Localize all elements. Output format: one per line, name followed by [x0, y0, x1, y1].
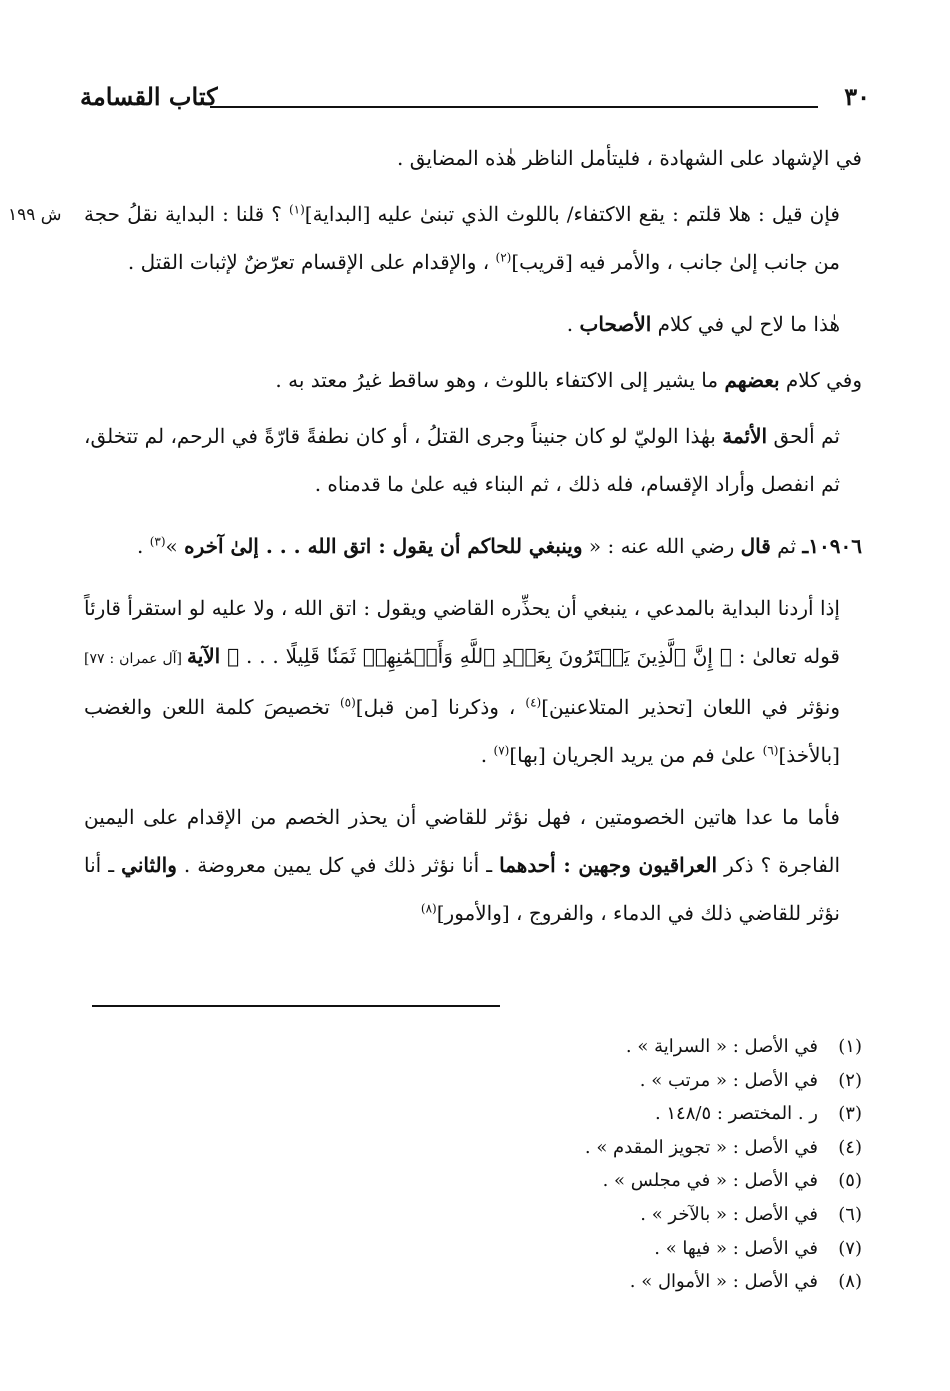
footnote-item [84, 1030, 862, 1064]
text-run: بهٰذا الوليّ لو كان جنيناً وجرى القتلُ ، أو كان نطفةً قارّةً في الرحم، لم تتخلق، ثم انفصل وأراد الإقسام، فله ذلك ، ثم البناء فيه علىٰ ما قدمناه . [84, 424, 840, 496]
footnote-text: ر . المختصر : ١٤٨/٥ . [654, 1103, 818, 1125]
footnote-item [84, 1232, 862, 1266]
text-run: ـ أنا نؤثر ذلك في كل يمين معروضة . [176, 853, 500, 877]
text-run: رضي الله عنه : « [582, 534, 741, 558]
paragraph-8 [84, 793, 862, 937]
book-title: كتاب القسامة [80, 82, 218, 111]
header-rule [210, 106, 818, 108]
footnotes-list [84, 1030, 862, 1299]
text-run: ـ أنا نؤثر للقاضي ذلك في الدماء ، والفروج ، [والأمور] [84, 853, 840, 925]
bold-term: الأئمة [722, 424, 768, 448]
footnote-ref-4[interactable]: (٤) [525, 695, 542, 710]
footnote-ref-7[interactable]: (٧) [493, 743, 510, 758]
paragraph-2 [84, 190, 862, 286]
section-number: ١٠٩٠٦ـ [802, 534, 862, 558]
footnote-text: في الأصل : « في مجلس » . [602, 1170, 818, 1192]
text-run: . [480, 743, 494, 767]
bold-term: الأصحاب [579, 312, 652, 336]
footnote-number: (٢) [838, 1069, 862, 1091]
bold-term: الآية [186, 644, 221, 668]
footnote-item [84, 1064, 862, 1098]
text-run: فأما ما عدا هاتين الخصومتين ، فهل نؤثر للقاضي أن يحذر الخصم من الإقدام على اليمين الفاجرة ؟ ذكر [84, 805, 841, 877]
text-run: علىٰ فم من يريد الجريان [بها] [509, 743, 763, 767]
footnote-text: في الأصل : « فيها » . [654, 1237, 818, 1259]
footnote-separator [92, 1005, 500, 1007]
page-number: ٣٠ [844, 82, 870, 111]
paragraph-4 [84, 356, 862, 404]
text-run: هٰذا ما لاح لي في كلام [651, 312, 840, 336]
footnote-item [84, 1265, 862, 1299]
footnote-ref-8[interactable]: (٨) [420, 901, 437, 916]
paragraph-1 [84, 134, 862, 182]
margin-page-reference: ش ١٩٩ [8, 205, 62, 225]
text-run: ، وذكرنا [من قبل] [355, 695, 526, 719]
footnote-ref-1[interactable]: (١) [288, 202, 305, 217]
footnote-item [84, 1164, 862, 1198]
footnote-ref-5[interactable]: (٥) [339, 695, 356, 710]
footnote-ref-6[interactable]: (٦) [762, 743, 779, 758]
main-text [84, 134, 862, 951]
page-header [80, 82, 870, 114]
footnote-number: (٣) [838, 1103, 862, 1125]
text-run: ؟ قلنا : البداية نقلُ حجة من جانب إلىٰ جانب ، والأمر فيه [قريب] [84, 202, 840, 274]
footnote-item [84, 1097, 862, 1131]
bold-term: والثاني [121, 853, 177, 877]
text-run: فإن قيل : هلا قلتم : يقع الاكتفاء/ باللوث الذي تبنىٰ عليه [البداية] [304, 202, 840, 226]
text-run: . [137, 534, 150, 558]
bold-term: العراقيون وجهين : أحدهما [499, 853, 718, 877]
text-run: ثم [770, 534, 803, 558]
text-run: ثم ألحق [767, 424, 840, 448]
text-run: وفي كلام [779, 368, 862, 392]
footnote-item [84, 1131, 862, 1165]
footnote-text: في الأصل : « تجويز المقدم » . [584, 1136, 818, 1158]
footnote-number: (٥) [838, 1170, 862, 1192]
footnote-text: في الأصل : « الأموال » . [629, 1271, 818, 1293]
footnote-text: في الأصل : « بالآخر » . [640, 1203, 818, 1225]
text-run: » [165, 534, 185, 558]
footnote-number: (١) [838, 1036, 862, 1057]
text-run: في الإشهاد على الشهادة ، فليتأمل الناظر هٰذه المضايق . [397, 146, 862, 170]
footnote-number: (٦) [838, 1203, 862, 1225]
footnote-item [84, 1198, 862, 1232]
footnote-number: (٧) [838, 1237, 862, 1259]
text-run: ما يشير إلى الاكتفاء باللوث ، وهو ساقط غيرُ معتد به . [275, 368, 725, 392]
bold-term: قال [740, 534, 771, 558]
text-run: . [566, 312, 580, 336]
paragraph-6 [84, 522, 862, 570]
text-run: ونؤثر في اللعان [تحذير المتلاعنين] [541, 695, 840, 719]
verse-citation: [آل عمران : ٧٧] [84, 651, 187, 667]
paragraph-3 [84, 300, 862, 348]
footnote-number: (٨) [838, 1271, 862, 1293]
text-run: ، والإقدام على الإقسام تعرّضٌ لإثبات القتل . [127, 250, 496, 274]
text-run: إذا أردنا البداية بالمدعي ، ينبغي أن يحذِّره القاضي ويقول : اتق الله ، ولا عليه لو استقرأ قارئاً قوله تعالىٰ : ﴿ إِنَّ ٱلَّذِينَ يَشۡتَرُونَ بِعَهۡدِ ٱللَّهِ وَأَيۡمَٰنِهِمۡ ثَمَنٗا قَلِيلًا . . . ﴾ [84, 596, 840, 668]
bold-term: بعضهم [724, 368, 780, 392]
footnote-ref-3[interactable]: (٣) [149, 534, 166, 549]
paragraph-5 [84, 412, 862, 508]
footnote-ref-2[interactable]: (٢) [495, 250, 512, 265]
paragraph-7 [84, 584, 862, 779]
footnote-number: (٤) [838, 1136, 862, 1158]
footnote-text: في الأصل : « مرتب » . [639, 1069, 818, 1091]
quoted-text: وينبغي للحاكم أن يقول : اتق الله . . . إلىٰ آخره [184, 534, 583, 558]
text-run: تخصيصَ كلمة اللعن والغضب [بالأخذ] [84, 695, 840, 767]
footnote-text: في الأصل : « السراية » . [625, 1036, 818, 1057]
